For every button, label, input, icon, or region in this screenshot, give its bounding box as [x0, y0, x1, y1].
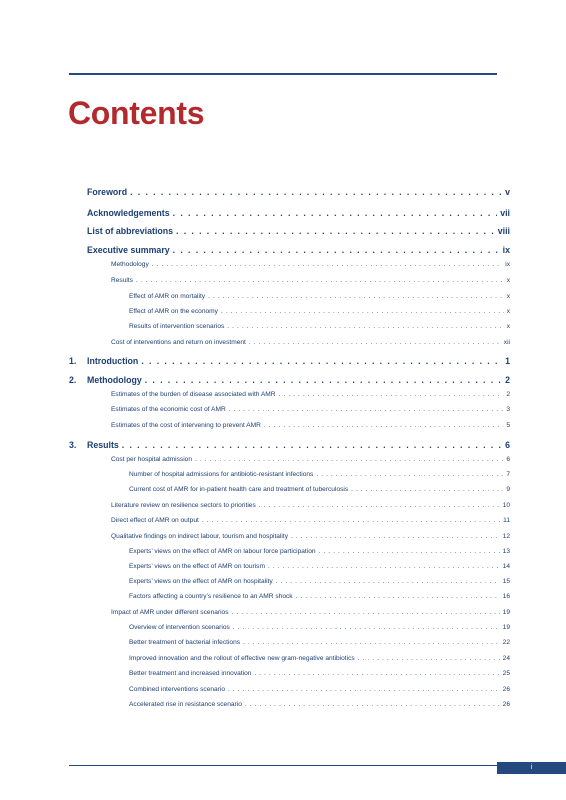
dot-leader	[176, 226, 495, 236]
toc-entry-page: 12	[502, 533, 510, 540]
dot-leader	[233, 624, 500, 631]
toc-entry-number: 1.	[69, 356, 77, 366]
dot-leader	[136, 277, 504, 284]
toc-entry-page: 10	[502, 502, 510, 509]
dot-leader	[208, 293, 504, 300]
toc-entry-page: 16	[502, 593, 510, 600]
toc-entry-label: Effect of AMR on the economy	[129, 308, 218, 315]
toc-entry-page: 15	[502, 578, 510, 585]
toc-entry-page: 9	[506, 486, 510, 493]
toc-entry-label: Overview of intervention scenarios	[129, 624, 230, 631]
dot-leader	[232, 609, 500, 616]
dot-leader	[243, 639, 500, 646]
toc-entry-label: Accelerated rise in resistance scenario	[129, 701, 242, 708]
toc-entry-page: x	[506, 323, 510, 330]
toc-entry-label: Acknowledgements	[87, 208, 170, 218]
dot-leader	[358, 655, 500, 662]
dot-leader	[122, 440, 502, 450]
page-number: i	[497, 762, 566, 774]
dot-leader	[279, 391, 504, 398]
toc-entry-label: Better treatment and increased innovation	[129, 670, 252, 677]
dot-leader	[229, 406, 504, 413]
toc-entry-label: Number of hospital admissions for antibiotic-resistant infections	[129, 471, 314, 478]
toc-entry-label: Current cost of AMR for in-patient health care and treatment of tuberculosis	[129, 486, 349, 493]
toc-entry-label: Better treatment of bacterial infections	[129, 639, 241, 646]
toc-entry-label: Estimates of the economic cost of AMR	[111, 406, 226, 413]
dot-leader	[152, 261, 502, 268]
toc-entry-page: 25	[502, 670, 510, 677]
toc-entry-label: Combined interventions scenario	[129, 686, 226, 693]
toc-entry-label: Results	[87, 440, 119, 450]
toc-entry-label: Methodology	[111, 261, 149, 268]
toc-entry-label: Improved innovation and the rollout of effective new gram-negative antibiotics	[129, 655, 355, 662]
toc-entry-page: 26	[502, 686, 510, 693]
dot-leader	[316, 471, 503, 478]
toc-entry-page: 14	[502, 563, 510, 570]
toc-entry-page: xii	[503, 339, 510, 346]
toc-entry-page: 19	[502, 609, 510, 616]
dot-leader	[141, 356, 502, 366]
toc-entry-page: vii	[500, 208, 510, 218]
toc-entry-page: x	[506, 277, 510, 284]
toc-entry-page: ix	[502, 245, 510, 255]
dot-leader	[195, 456, 503, 463]
toc-entry-label: Effect of AMR on mortality	[129, 293, 206, 300]
toc-entry-label: Methodology	[87, 375, 142, 385]
bottom-rule	[69, 765, 497, 766]
dot-leader	[202, 517, 500, 524]
toc-entry-label: Cost per hospital admission	[111, 456, 192, 463]
toc-entry-label: Executive summary	[87, 245, 170, 255]
toc-entry-page: x	[506, 308, 510, 315]
toc-entry-page: 6	[506, 456, 510, 463]
toc-entry-label: Experts’ views on the effect of AMR on labour force participation	[129, 548, 316, 555]
dot-leader	[254, 670, 499, 677]
toc-entry-label: Foreword	[87, 187, 128, 197]
dot-leader	[296, 593, 500, 600]
toc-entry-label: Results	[111, 277, 133, 284]
dot-leader	[291, 533, 500, 540]
toc-entry-label: Direct effect of AMR on output	[111, 517, 199, 524]
toc-entry-label: List of abbreviations	[87, 226, 174, 236]
toc-entry-page: 3	[506, 406, 510, 413]
toc-entry-label: Literature review on resilience sectors to priorities	[111, 502, 256, 509]
toc-entry-page: 6	[505, 440, 510, 450]
toc-entry-label: Impact of AMR under different scenarios	[111, 609, 229, 616]
toc-entry-label: Introduction	[87, 356, 139, 366]
toc-entry-label: Qualitative findings on indirect labour, tourism and hospitality	[111, 533, 289, 540]
dot-leader	[130, 187, 502, 197]
toc-entry-page: 2	[505, 375, 510, 385]
toc-entry-page: 1	[505, 356, 510, 366]
dot-leader	[319, 548, 500, 555]
toc-entry-page: 2	[506, 391, 510, 398]
dot-leader	[276, 578, 500, 585]
dot-leader	[145, 375, 502, 385]
toc-entry-page: 7	[506, 471, 510, 478]
toc-entry-page: 24	[502, 655, 510, 662]
dot-leader	[221, 308, 504, 315]
dot-leader	[259, 502, 500, 509]
dot-leader	[351, 486, 503, 493]
dot-leader	[173, 208, 498, 218]
top-rule	[69, 73, 497, 75]
toc-entry-page: ix	[505, 261, 510, 268]
toc-entry-page: v	[505, 187, 510, 197]
page-title: Contents	[68, 95, 205, 131]
toc-entry-label: Factors affecting a country’s resilience to an AMR shock	[129, 593, 293, 600]
dot-leader	[249, 339, 501, 346]
toc-entry-label: Results of intervention scenarios	[129, 323, 225, 330]
toc-entry-label: Estimates of the cost of intervening to prevent AMR	[111, 422, 261, 429]
dot-leader	[264, 422, 503, 429]
toc-entry-label: Estimates of the burden of disease associated with AMR	[111, 391, 276, 398]
toc-entry-page: 26	[502, 701, 510, 708]
dot-leader	[228, 686, 500, 693]
toc-entry-label: Cost of interventions and return on investment	[111, 339, 246, 346]
toc-entry-page: 22	[502, 639, 510, 646]
toc-entry-page: viii	[497, 226, 510, 236]
dot-leader	[245, 701, 500, 708]
toc-entry-number: 2.	[69, 375, 77, 385]
toc-entry-page: 11	[503, 517, 510, 524]
toc-entry-page: 5	[506, 422, 510, 429]
dot-leader	[227, 323, 503, 330]
toc-entry-label: Experts’ views on the effect of AMR on tourism	[129, 563, 265, 570]
toc-entry-label: Experts’ views on the effect of AMR on hospitality	[129, 578, 273, 585]
toc-entry-number: 3.	[69, 440, 77, 450]
dot-leader	[173, 245, 500, 255]
dot-leader	[268, 563, 500, 570]
toc-entry-page: 19	[502, 624, 510, 631]
toc-entry-page: x	[506, 293, 510, 300]
toc-entry-page: 13	[502, 548, 510, 555]
